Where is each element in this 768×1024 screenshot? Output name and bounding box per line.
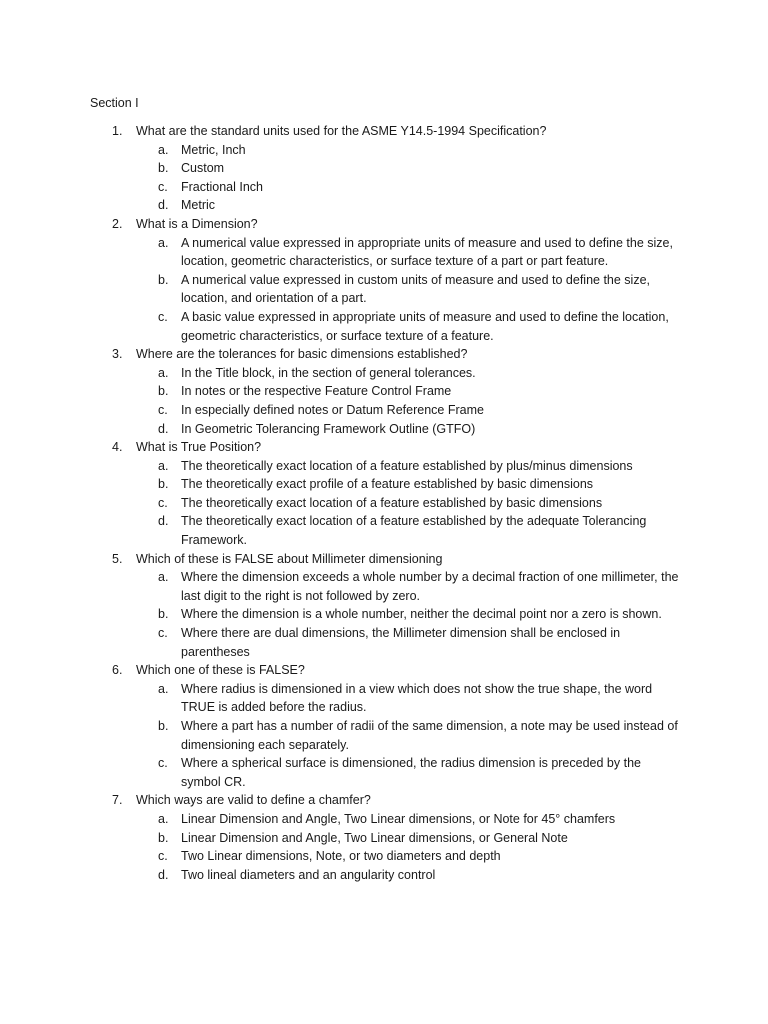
question-number: 7. [112,793,123,808]
option-text: Two Linear dimensions, Note, or two diameters and depth [181,849,501,864]
option-item [136,605,681,624]
option-letter: b. [158,272,169,287]
option-item [136,382,681,401]
option-item [136,196,681,215]
question-number: 1. [112,124,123,138]
option-text: In the Title block, in the section of general tolerances. [181,365,476,380]
option-item [136,141,681,160]
question-text: What are the standard units used for the ASME Y14.5-1994 Specification? [136,124,547,138]
question-item [0,438,676,550]
option-letter: a. [158,142,169,157]
option-text: The theoretically exact location of a feature established by plus/minus dimensions [181,458,633,473]
option-item [136,717,681,754]
question-number: 6. [112,663,123,678]
option-list [136,568,679,661]
question-item [0,661,676,791]
option-text: Where a spherical surface is dimensioned, the radius dimension is preceded by the symbol CR. [181,756,641,789]
option-text: The theoretically exact location of a feature established by the adequate Tolerancing Framework. [181,514,647,548]
option-text: Fractional Inch [181,179,263,194]
option-item [136,457,681,476]
option-text: In Geometric Tolerancing Framework Outline (GTFO) [181,421,476,436]
option-text: In notes or the respective Feature Control Frame [181,384,452,399]
option-text: Metric [181,198,216,213]
option-item [136,475,681,494]
option-letter: a. [158,681,169,696]
option-text: The theoretically exact profile of a feature established by basic dimensions [181,477,594,492]
option-text: Two lineal diameters and an angularity control [181,867,436,882]
option-text: Metric, Inch [181,142,246,157]
option-letter: d. [158,867,169,882]
option-item [136,494,681,513]
option-item [136,866,681,885]
option-list [136,680,676,792]
option-text: A basic value expressed in appropriate units of measure and used to define the location, geometric characteristics, or surface texture of a feature. [181,309,669,343]
question-text: Which one of these is FALSE? [136,663,305,678]
option-letter: c. [158,495,168,510]
option-text: Where a part has a number of radii of the same dimension, a note may be used instead of dimensioning each separately. [181,719,678,752]
question-number: 5. [112,551,123,566]
option-letter: b. [158,830,169,845]
option-letter: b. [158,161,169,176]
question-text: Which ways are valid to define a chamfer? [136,793,371,808]
option-text: The theoretically exact location of a feature established by basic dimensions [181,495,603,510]
option-letter: c. [158,756,168,771]
option-item [136,308,681,345]
question-item [0,215,676,345]
option-letter: a. [158,235,169,250]
option-letter: d. [158,198,169,213]
option-list [136,364,676,438]
option-list [136,457,676,550]
question-item [0,122,676,215]
question-text: What is True Position? [136,440,262,455]
option-letter: c. [158,626,168,641]
option-text: A numerical value expressed in appropriate units of measure and used to define the size, location, geometric characteristics, or surface texture of a part or part feature. [181,235,673,269]
option-letter: b. [158,477,169,492]
option-item [136,810,681,829]
option-item [136,512,681,549]
section-title: Section I [90,96,139,110]
question-text: What is a Dimension? [136,216,258,231]
option-letter: c. [158,179,168,194]
option-item [136,178,681,197]
option-item [136,568,681,605]
question-item [0,791,676,884]
option-item [136,401,681,420]
question-number: 3. [112,347,123,362]
option-letter: a. [158,570,169,585]
option-item [136,364,681,383]
option-letter: c. [158,309,168,324]
question-item [0,345,676,438]
option-letter: c. [158,849,168,864]
question-list [0,122,768,884]
question-number: 4. [112,440,123,455]
option-letter: a. [158,458,169,473]
option-item [136,680,681,717]
option-item [136,159,681,178]
question-text: Which of these is FALSE about Millimeter dimensioning [136,551,443,566]
option-letter: d. [158,514,169,529]
option-text: Where the dimension is a whole number, neither the decimal point nor a zero is shown. [181,607,662,622]
option-list [136,810,676,884]
option-letter: b. [158,607,169,622]
option-text: Where the dimension exceeds a whole number by a decimal fraction of one millimeter, the last digit to the right is not followed by zero. [181,570,679,603]
option-text: A numerical value expressed in custom units of measure and used to define the size, location, and orientation of a part. [181,272,651,306]
option-item [136,624,681,661]
option-letter: b. [158,719,169,733]
option-item [136,234,681,271]
option-letter: b. [158,384,169,399]
option-text: Linear Dimension and Angle, Two Linear dimensions, or Note for 45° chamfers [181,811,616,826]
option-item [136,754,681,791]
option-text: Linear Dimension and Angle, Two Linear dimensions, or General Note [181,830,568,845]
option-letter: a. [158,365,169,380]
option-text: Custom [181,161,225,176]
option-item [136,271,681,308]
option-letter: a. [158,811,169,826]
option-item [136,847,681,866]
option-list [136,141,676,215]
question-item [0,550,679,662]
option-text: In especially defined notes or Datum Reference Frame [181,402,484,417]
option-item [136,420,681,439]
question-number: 2. [112,216,123,231]
option-text: Where there are dual dimensions, the Millimeter dimension shall be enclosed in parentheses [181,626,621,659]
option-text: Where radius is dimensioned in a view which does not show the true shape, the word TRUE is added before the radius. [181,681,653,715]
option-list [136,234,676,346]
option-item [136,829,681,848]
option-letter: d. [158,421,169,436]
question-text: Where are the tolerances for basic dimensions established? [136,347,468,362]
option-letter: c. [158,402,168,417]
